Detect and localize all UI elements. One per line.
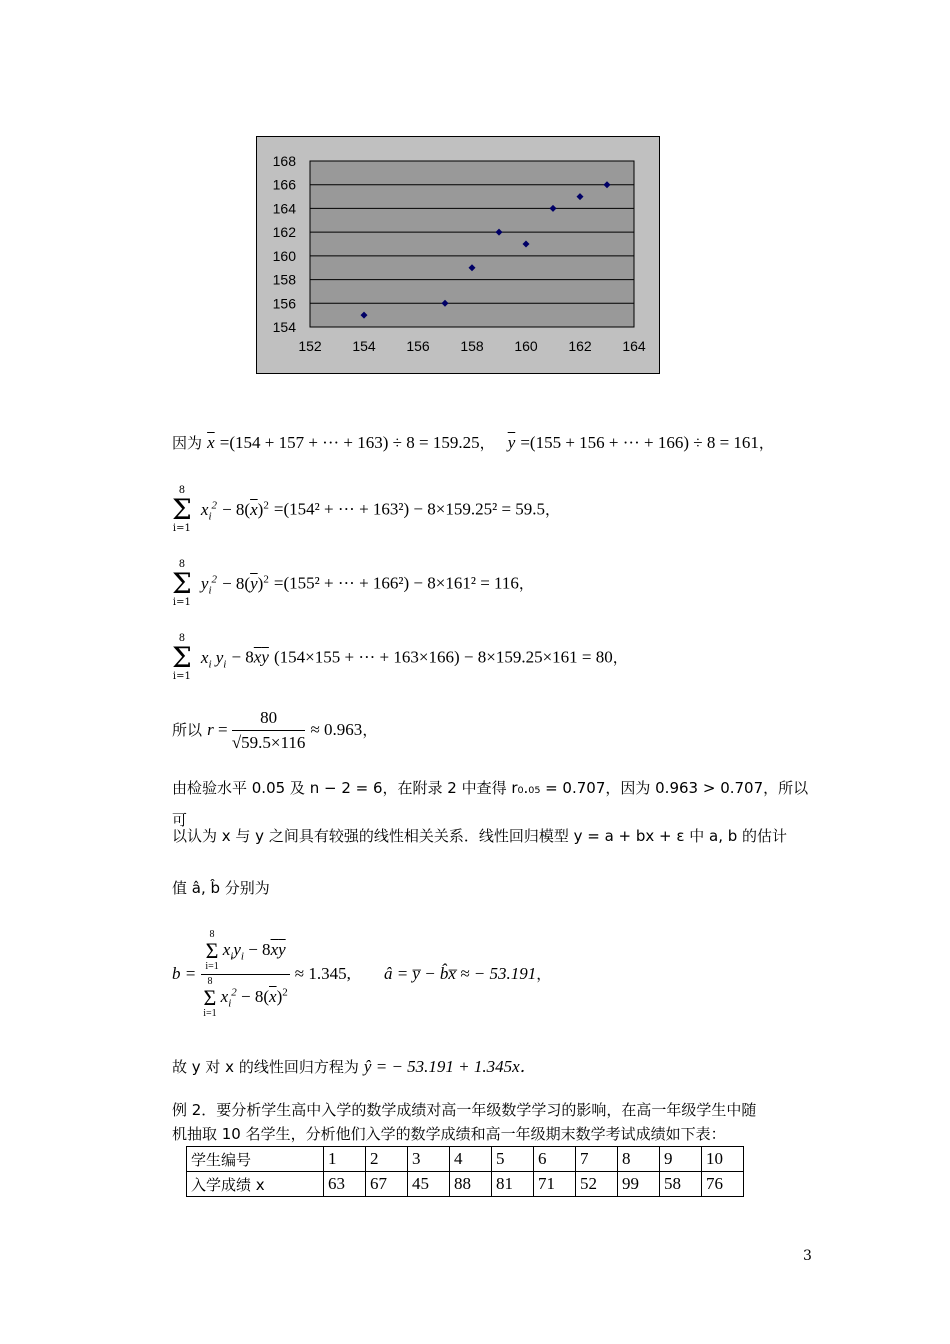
table-row xyxy=(187,1172,744,1197)
y-bar: $\overline{y}$ xyxy=(507,433,516,452)
x-tick-label: 162 xyxy=(568,338,592,354)
table-cell: 2 xyxy=(366,1147,408,1172)
regression-expression: ŷ = − 53.191 + 1.345x． xyxy=(363,1057,537,1076)
table-cell: 99 xyxy=(618,1172,660,1197)
table-cell: 76 xyxy=(702,1172,744,1197)
example2-line-2: 机抽取 10 名学生，分析他们入学的数学成绩和高一年级期末数学考试成绩如下表： xyxy=(172,1125,726,1143)
table-cell: 8 xyxy=(618,1147,660,1172)
paragraph-2: 以认为 x 与 y 之间具有较强的线性相关关系．线性回归模型 y = a + bx + ε 中 a, b 的估计 xyxy=(172,827,788,845)
x-tick-label: 160 xyxy=(514,338,538,354)
table-row xyxy=(187,1147,744,1172)
table-cell: 58 xyxy=(660,1172,702,1197)
x-tick-label: 164 xyxy=(622,338,646,354)
scores-table xyxy=(186,1146,744,1197)
table-cell: 52 xyxy=(576,1172,618,1197)
x-tick-label: 156 xyxy=(406,338,430,354)
table-cell: 88 xyxy=(450,1172,492,1197)
table-cell: 5 xyxy=(492,1147,534,1172)
a-hat-expression: â = y̅ − b̂x̅ ≈ − 53.191 xyxy=(383,964,537,983)
sxy-line: 8 Σ i=1 $x_i$ $y_i - 8\overline{x}\overline{y}$ (154×155 + ··· + 163×166) − 8×159.25×161 = 80， xyxy=(172,633,628,682)
sum-symbol: 8 Σ i=1 xyxy=(172,485,192,534)
y-tick-label: 160 xyxy=(272,247,296,264)
table-cell: 63 xyxy=(324,1172,366,1197)
table-cell: 3 xyxy=(408,1147,450,1172)
scatter-chart xyxy=(256,136,660,374)
comma: ， xyxy=(758,434,774,452)
b-fraction: 8 Σ i=1 $x_iy_i - 8\overline{x}\overline{y}$ 8 Σ i=1 $x_i^2 - 8(\overline{x})^2$ xyxy=(203,929,288,1019)
table-cell: 71 xyxy=(534,1172,576,1197)
table-cell: 45 xyxy=(408,1172,450,1197)
table-row-header: 入学成绩 x xyxy=(187,1172,324,1197)
sxx-line: 8 Σ i=1 $x_i^2 - 8(\overline{x})^2 =(154^2$ + ··· + 163²) − 8×159.25² = 59.5， xyxy=(172,485,561,534)
x-tick-label: 152 xyxy=(298,338,322,354)
y-tick-label: 154 xyxy=(272,319,296,335)
sxy-expression: (154×155 + ··· + 163×166) − 8×159.25×161 = 80 xyxy=(273,647,613,667)
r-fraction: $\frac{80}{√59.5\times 116}$ xyxy=(231,708,306,752)
regression-prefix: 故 y 对 x 的线性回归方程为 xyxy=(172,1058,359,1076)
y-tick-label: 162 xyxy=(272,224,296,241)
r-approx: ≈ 0.963 xyxy=(310,720,363,739)
paragraph-1: 由检验水平 0.05 及 n − 2 = 6，在附录 2 中查得 r₀.₀₅ = 0.707，因为 0.963 > 0.707，所以可 xyxy=(172,779,809,829)
mean-line xyxy=(172,432,774,453)
sxx-expression: =(154² + ··· + 163²) − 8×159.25² = 59.5 xyxy=(273,499,546,519)
x-bar: $\overline{x}$ xyxy=(207,433,215,452)
y-tick-label: 158 xyxy=(272,271,296,288)
table-cell: 9 xyxy=(660,1147,702,1172)
so-label: 所以 xyxy=(172,721,203,739)
r-line: 所以 r = $\frac{80}{√59.5\times 116}$ ≈ 0.963， xyxy=(172,708,378,752)
table-cell: 6 xyxy=(534,1147,576,1172)
b-formula-line: b = 8 Σ i=1 $x_iy_i - 8\overline{x}\overline{y}$ 8 Σ i=1 $x_i^2 - 8(\overline{x})^2$ ≈ 1.345, â = y̅ − b̂x̅ ≈ − 53.191， xyxy=(172,929,552,1019)
sum-symbol: 8 Σ i=1 xyxy=(172,633,192,682)
table-cell: 10 xyxy=(702,1147,744,1172)
y-tick-label: 164 xyxy=(272,200,296,217)
table-row-header: 学生编号 xyxy=(187,1147,324,1172)
table-cell: 4 xyxy=(450,1147,492,1172)
x-tick-label: 158 xyxy=(460,338,484,354)
because-label: 因为 xyxy=(172,434,203,452)
table-cell: 81 xyxy=(492,1172,534,1197)
example2-line-1: 例 2．要分析学生高中入学的数学成绩对高一年级数学学习的影响，在高一年级学生中随 xyxy=(172,1101,757,1119)
x-tick-label: 154 xyxy=(352,338,376,354)
regression-line xyxy=(172,1052,537,1077)
b-equals: b = xyxy=(172,964,197,983)
y-tick-label: 168 xyxy=(272,153,296,169)
y-tick-label: 156 xyxy=(272,295,296,312)
b-approx: ≈ 1.345, xyxy=(294,964,351,983)
plot-area xyxy=(310,161,634,327)
paragraph-3: 值 â, b̂ 分别为 xyxy=(172,879,270,897)
page-number: 3 xyxy=(803,1248,812,1264)
syy-expression: =(155² + ··· + 166²) − 8×161² = 116 xyxy=(273,573,519,593)
table-cell: 1 xyxy=(324,1147,366,1172)
ybar-expression: =(155 + 156 + ··· + 166) ÷ 8 = 161 xyxy=(520,433,759,452)
y-tick-label: 166 xyxy=(272,176,296,193)
syy-line: 8 Σ i=1 $y_i^2 - 8(\overline{y})^2 =(155^2$ + ··· + 166²) − 8×161² = 116， xyxy=(172,559,534,608)
table-cell: 7 xyxy=(576,1147,618,1172)
comma: ， xyxy=(479,434,495,452)
table-cell: 67 xyxy=(366,1172,408,1197)
xbar-expression: =(154 + 157 + ··· + 163) ÷ 8 = 159.25 xyxy=(219,433,480,452)
sum-symbol: 8 Σ i=1 xyxy=(172,559,192,608)
